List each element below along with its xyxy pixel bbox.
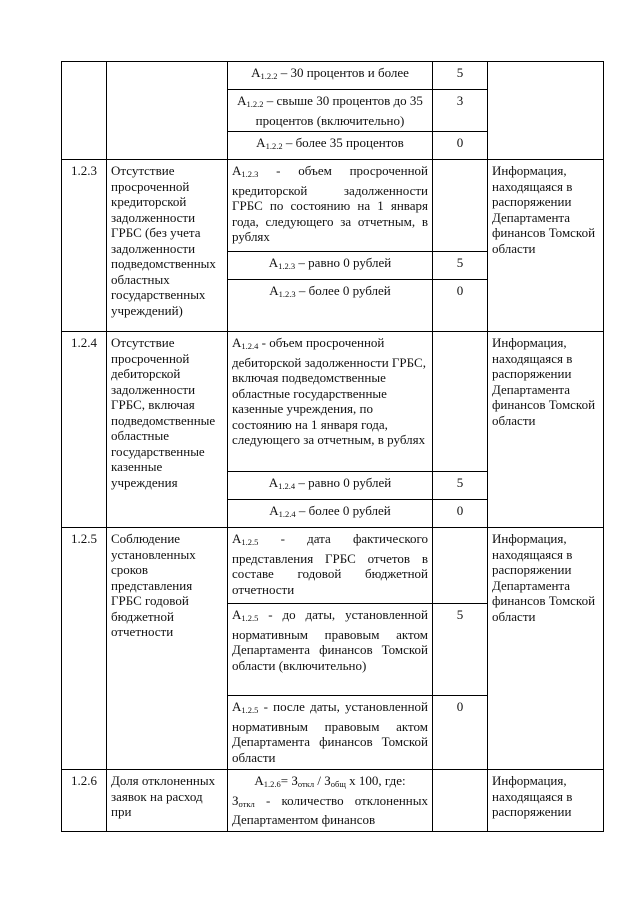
table-row xyxy=(62,332,604,472)
score-cell: 0 xyxy=(433,132,488,160)
option-cell: $А_{1.2.2}$ – свыше 30 процентов до 35 процентов (включительно) xyxy=(228,90,433,132)
source-cell: Информация, находящаяся в распоряжении xyxy=(488,770,604,832)
definition-cell: $А_{1.2.3}$ - объем просроченной кредиторской задолженности ГРБС по состоянию на 1 января года, следующего за отчетным, в рублях xyxy=(228,160,433,252)
number-cell-empty xyxy=(62,62,107,160)
option-cell: $А_{1.2.3}$ – равно 0 рублей xyxy=(228,252,433,280)
source-cell-empty xyxy=(488,62,604,160)
option-cell: $А_{1.2.3}$ – более 0 рублей xyxy=(228,280,433,332)
definition-cell: $А_{1.2.5}$ - дата фактического представления ГРБС отчетов в составе годовой бюджетной отчетности xyxy=(228,528,433,604)
definition-cell xyxy=(228,770,433,832)
criterion-name: Доля отклоненных заявок на расход при xyxy=(107,770,228,832)
criterion-number: 1.2.5 xyxy=(62,528,107,770)
table-row xyxy=(62,528,604,604)
criteria-table xyxy=(61,61,604,832)
table-row xyxy=(62,62,604,90)
formula-definition: $З_{откл}$ - количество отклоненных Департаментом финансов xyxy=(232,792,428,827)
score-cell: 0 xyxy=(433,280,488,332)
criterion-name: Отсутствие просроченной дебиторской задолженности ГРБС, включая подведомственные областные государственные казенные учреждения xyxy=(107,332,228,528)
score-cell: 5 xyxy=(433,252,488,280)
score-cell-empty xyxy=(433,770,488,832)
criterion-number: 1.2.4 xyxy=(62,332,107,528)
definition-cell: $А_{1.2.4}$ - объем просроченной дебиторской задолженности ГРБС, включая подведомственные областные государственные казенные учреждения, по состоянию на 1 января года, следующего за отчетным, в рублях xyxy=(228,332,433,472)
option-cell: $А_{1.2.4}$ – более 0 рублей xyxy=(228,500,433,528)
option-cell: $А_{1.2.5}$ - до даты, установленной нормативным правовым актом Департамента финансов Томской области (включительно) xyxy=(228,604,433,696)
source-cell: Информация, находящаяся в распоряжении Департамента финансов Томской области xyxy=(488,528,604,770)
score-cell: 0 xyxy=(433,696,488,770)
score-cell: 0 xyxy=(433,500,488,528)
criterion-name: Отсутствие просроченной кредиторской задолженности ГРБС (без учета задолженности подведомственных областных государственных учреждений) xyxy=(107,160,228,332)
name-cell-empty xyxy=(107,62,228,160)
score-cell-empty xyxy=(433,332,488,472)
score-cell-empty xyxy=(433,160,488,252)
score-cell: 3 xyxy=(433,90,488,132)
criterion-number: 1.2.6 xyxy=(62,770,107,832)
criterion-name: Соблюдение установленных сроков представления ГРБС годовой бюджетной отчетности xyxy=(107,528,228,770)
score-cell-empty xyxy=(433,528,488,604)
criterion-number: 1.2.3 xyxy=(62,160,107,332)
source-cell: Информация, находящаяся в распоряжении Департамента финансов Томской области xyxy=(488,160,604,332)
source-cell: Информация, находящаяся в распоряжении Департамента финансов Томской области xyxy=(488,332,604,528)
option-cell: $А_{1.2.5}$ - после даты, установленной нормативным правовым актом Департамента финансов Томской области xyxy=(228,696,433,770)
option-cell: $А_{1.2.2}$ – более 35 процентов xyxy=(228,132,433,160)
option-cell: $А_{1.2.2} - 30$ процентов и более xyxy=(228,62,433,90)
table-row xyxy=(62,160,604,252)
option-cell: $А_{1.2.4}$ – равно 0 рублей xyxy=(228,472,433,500)
table-row xyxy=(62,770,604,832)
score-cell: 5 xyxy=(433,62,488,90)
score-cell: 5 xyxy=(433,472,488,500)
formula-line: $А_{1.2.6}= З_{откл} / З_{общ}$ х 100, где: xyxy=(254,773,406,789)
score-cell: 5 xyxy=(433,604,488,696)
